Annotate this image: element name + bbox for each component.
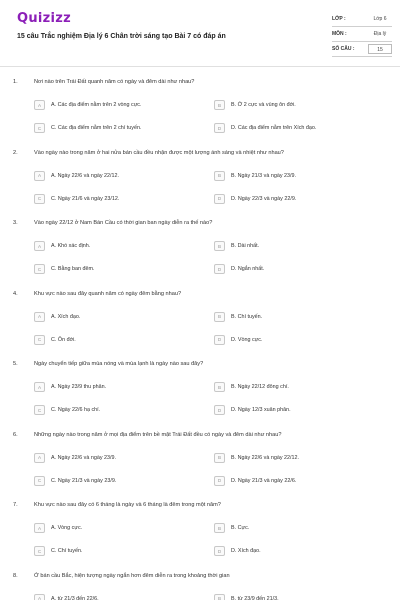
- question-item: [0, 143, 400, 214]
- option-text: A. Vòng cực.: [51, 525, 83, 531]
- option-text: A. Ngày 23/9 thu phân.: [51, 384, 107, 390]
- question-item: [0, 72, 400, 143]
- option-text: C. Chí tuyến.: [51, 548, 83, 554]
- meta-count-value: 15: [368, 44, 392, 54]
- question-item: [0, 213, 400, 284]
- answer-option-d[interactable]: [214, 475, 296, 487]
- option-letter: A: [34, 382, 45, 392]
- option-letter: A: [34, 523, 45, 533]
- question-text: Nơi nào trên Trái Đất quanh năm có ngày và đêm dài như nhau?: [34, 79, 195, 85]
- answer-option-b[interactable]: [214, 452, 299, 464]
- option-text: B. Ngày 22/6 và ngày 22/12.: [231, 454, 300, 461]
- option-text: B. Cực.: [231, 525, 250, 531]
- question-list: [0, 72, 400, 600]
- answer-option-c[interactable]: [34, 545, 82, 557]
- meta-subject: [332, 27, 392, 42]
- option-letter: A: [34, 453, 45, 463]
- answer-option-b[interactable]: [214, 311, 262, 323]
- option-letter: D: [214, 476, 225, 486]
- option-text: C. Ngày 21/6 và ngày 23/12.: [51, 195, 120, 202]
- option-text: D. Xích đạo.: [231, 548, 261, 554]
- option-letter: B: [214, 312, 225, 322]
- option-letter: C: [34, 476, 45, 486]
- meta-count: [332, 42, 392, 57]
- option-letter: B: [214, 523, 225, 533]
- answer-option-c[interactable]: [34, 193, 119, 205]
- meta-subject-label: MÔN :: [332, 31, 347, 37]
- answer-option-b[interactable]: [214, 522, 249, 534]
- question-text: Khu vực nào sau đây quanh năm có ngày đêm bằng nhau?: [34, 290, 182, 297]
- answer-option-d[interactable]: [214, 263, 264, 275]
- answer-option-d[interactable]: [214, 193, 296, 205]
- answer-option-c[interactable]: [34, 475, 116, 487]
- option-text: D. Vòng cực.: [231, 336, 263, 343]
- question-text: Ngày chuyển tiếp giữa mùa nóng và mùa lạnh là ngày nào sau đây?: [34, 361, 204, 367]
- option-letter: B: [214, 241, 225, 251]
- option-text: C. Các địa điểm nằm trên 2 chí tuyến.: [51, 125, 142, 131]
- option-text: D. Ngắn nhất.: [231, 266, 265, 272]
- option-letter: D: [214, 194, 225, 204]
- question-text: Những ngày nào trong năm ở mọi địa điểm trên bề mặt Trái Đất đều có ngày và đêm dài như nhau?: [34, 431, 282, 438]
- option-text: A. Khó xác định.: [51, 243, 91, 249]
- option-letter: D: [214, 123, 225, 133]
- header-divider: [0, 66, 400, 67]
- question-text: Vào ngày nào trong năm ở hai nửa bán cầu đều nhận được một lượng ánh sáng và nhiệt như nhau?: [34, 149, 284, 156]
- option-text: B. Ngày 21/3 và ngày 23/9.: [231, 172, 297, 179]
- option-text: B. Chí tuyến.: [231, 313, 263, 320]
- option-text: A. từ 21/3 đến 22/6.: [51, 595, 99, 600]
- option-text: C. Ngày 21/3 và ngày 23/9.: [51, 477, 117, 484]
- answer-option-a[interactable]: [34, 381, 106, 393]
- answer-option-c[interactable]: [34, 404, 100, 416]
- option-letter: B: [214, 100, 225, 110]
- option-text: D. Các địa điểm nằm trên Xích đạo.: [231, 125, 317, 131]
- answer-option-b[interactable]: [214, 381, 289, 393]
- option-letter: C: [34, 264, 45, 274]
- meta-count-label: SỐ CÂU :: [332, 46, 355, 52]
- question-number: 7.: [13, 502, 18, 508]
- option-text: B. Ở 2 cực và vùng ôn đới.: [231, 102, 296, 108]
- question-number: 8.: [13, 572, 18, 579]
- quiz-meta: [332, 12, 392, 57]
- option-text: A. Các địa điểm nằm trên 2 vòng cực.: [51, 102, 142, 108]
- question-item: [0, 495, 400, 566]
- question-text: Ở bán cầu Bắc, hiện tượng ngày ngắn hơn đêm diễn ra trong khoảng thời gian: [34, 572, 230, 579]
- option-letter: C: [34, 335, 45, 345]
- answer-option-a[interactable]: [34, 452, 116, 464]
- answer-option-b[interactable]: [214, 170, 296, 182]
- meta-grade: [332, 12, 392, 27]
- option-letter: B: [214, 382, 225, 392]
- answer-option-a[interactable]: [34, 311, 80, 323]
- page-header: [0, 0, 400, 66]
- answer-option-a[interactable]: [34, 522, 82, 534]
- option-letter: C: [34, 194, 45, 204]
- answer-option-a[interactable]: [34, 170, 119, 182]
- option-text: D. Ngày 22/3 và ngày 22/9.: [231, 195, 297, 202]
- answer-option-a[interactable]: [34, 99, 142, 111]
- option-letter: A: [34, 100, 45, 110]
- answer-option-d[interactable]: [214, 334, 262, 346]
- answer-option-d[interactable]: [214, 122, 316, 134]
- option-letter: B: [214, 594, 225, 600]
- answer-option-a[interactable]: [34, 593, 99, 600]
- option-text: C. Ôn đới.: [51, 336, 76, 343]
- question-item: [0, 284, 400, 355]
- option-letter: A: [34, 312, 45, 322]
- option-letter: A: [34, 241, 45, 251]
- option-letter: C: [34, 405, 45, 415]
- option-letter: D: [214, 546, 225, 556]
- answer-option-d[interactable]: [214, 545, 261, 557]
- meta-grade-label: LỚP :: [332, 16, 346, 22]
- option-letter: B: [214, 453, 225, 463]
- option-letter: C: [34, 546, 45, 556]
- option-text: A. Xích đạo.: [51, 313, 81, 320]
- question-text: Khu vực nào sau đây có 6 tháng là ngày và 6 tháng là đêm trong một năm?: [34, 502, 221, 508]
- option-letter: D: [214, 335, 225, 345]
- answer-option-b[interactable]: [214, 593, 279, 600]
- option-letter: D: [214, 405, 225, 415]
- option-letter: C: [34, 123, 45, 133]
- option-text: C. Bằng ban đêm.: [51, 266, 95, 272]
- question-item: [0, 566, 400, 600]
- question-number: 1.: [13, 79, 18, 85]
- meta-subject-value: Địa lý: [373, 31, 387, 37]
- question-item: [0, 425, 400, 496]
- option-text: D. Ngày 12/3 xuân phân.: [231, 407, 291, 413]
- option-letter: D: [214, 264, 225, 274]
- question-item: [0, 354, 400, 425]
- question-number: 2.: [13, 149, 18, 156]
- option-letter: A: [34, 594, 45, 600]
- question-number: 3.: [13, 220, 18, 226]
- option-letter: A: [34, 171, 45, 181]
- answer-option-c[interactable]: [34, 334, 76, 346]
- option-text: A. Ngày 22/6 và ngày 22/12.: [51, 172, 120, 179]
- answer-option-c[interactable]: [34, 263, 94, 275]
- question-number: 5.: [13, 361, 18, 367]
- quizizz-logo: Quizizz: [17, 11, 72, 26]
- question-number: 4.: [13, 290, 18, 297]
- option-text: B. Dài nhất.: [231, 243, 260, 249]
- option-text: A. Ngày 22/6 và ngày 23/9.: [51, 454, 117, 461]
- option-letter: B: [214, 171, 225, 181]
- answer-option-a[interactable]: [34, 240, 90, 252]
- page-title: 15 câu Trắc nghiệm Địa lý 6 Chân trời sáng tạo Bài 7 có đáp án: [17, 33, 226, 40]
- question-number: 6.: [13, 431, 18, 438]
- option-text: B. từ 23/9 đến 21/3.: [231, 595, 279, 600]
- option-text: C. Ngày 22/6 hạ chí.: [51, 407, 101, 413]
- option-text: D. Ngày 21/3 và ngày 22/6.: [231, 477, 297, 484]
- answer-option-b[interactable]: [214, 99, 296, 111]
- question-text: Vào ngày 22/12 ở Nam Bán Cầu có thời gian ban ngày diễn ra thế nào?: [34, 220, 213, 226]
- answer-option-c[interactable]: [34, 122, 142, 134]
- answer-option-b[interactable]: [214, 240, 259, 252]
- answer-option-d[interactable]: [214, 404, 291, 416]
- option-text: B. Ngày 22/12 đông chí.: [231, 384, 289, 390]
- meta-grade-value: Lớp 6: [373, 16, 387, 22]
